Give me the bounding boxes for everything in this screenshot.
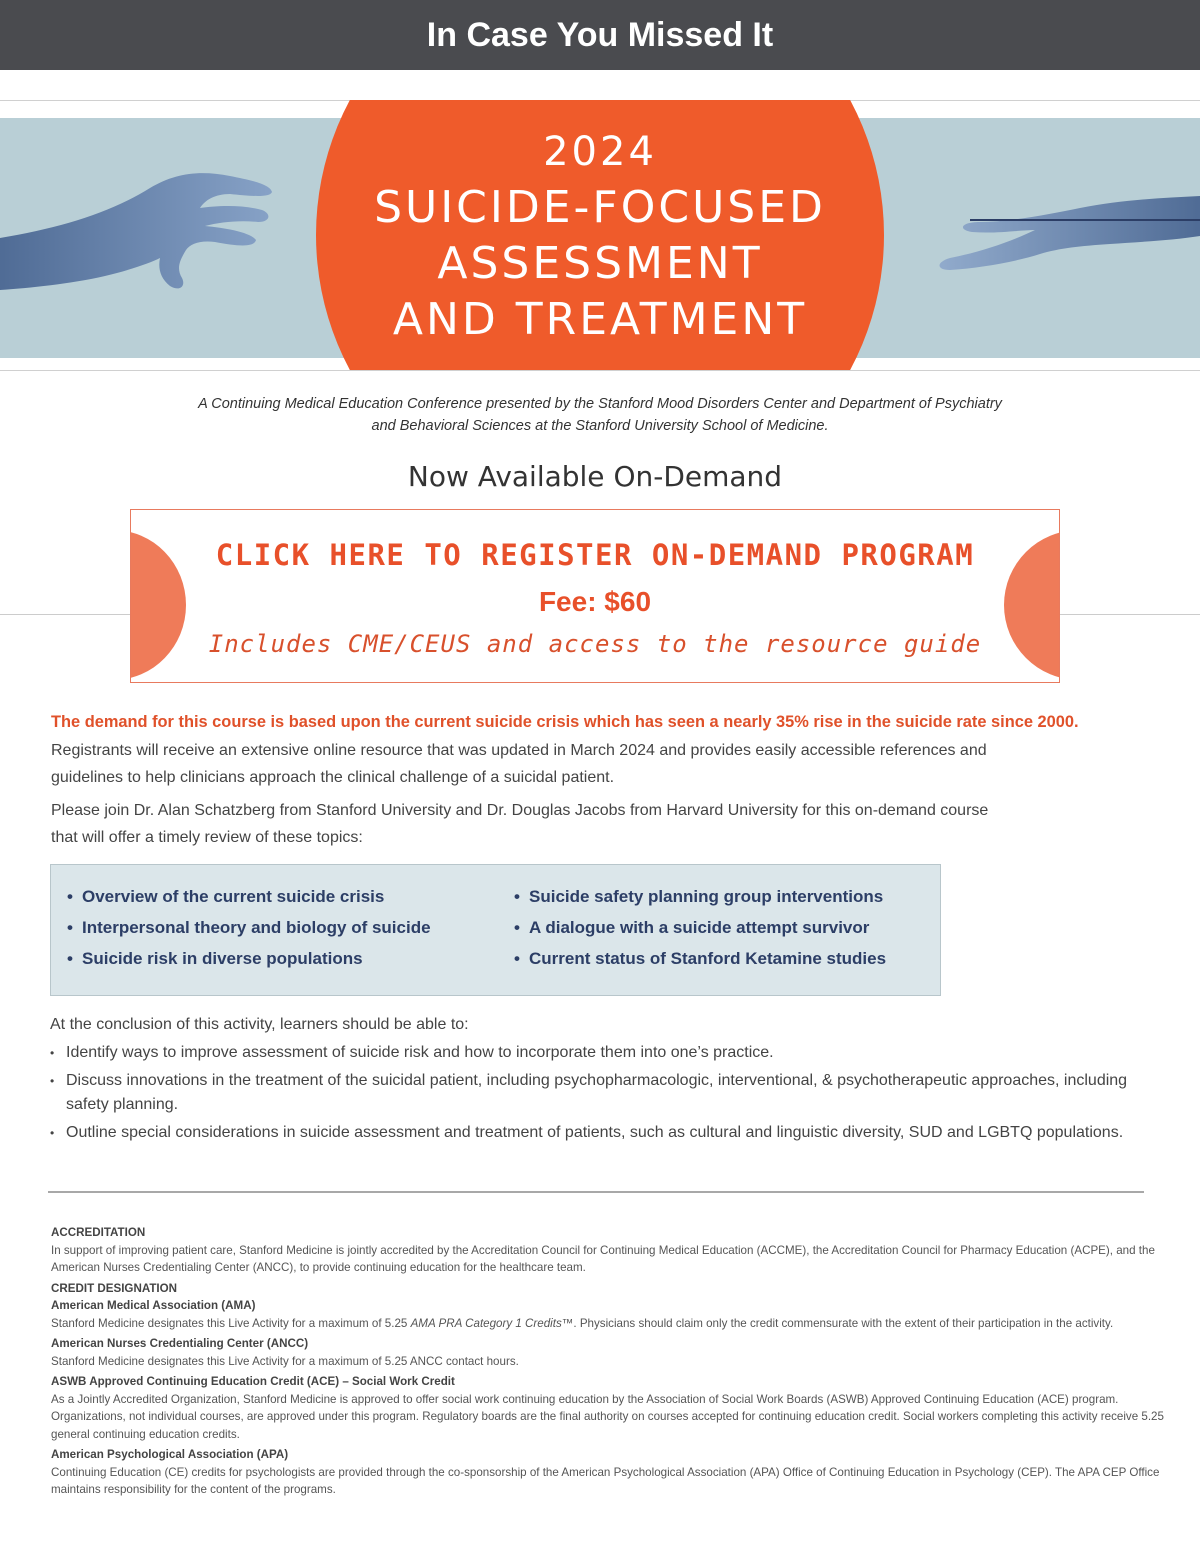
availability-heading: Now Available On-Demand [407,460,783,493]
conference-title [316,118,884,348]
header-title: In Case You Missed It [426,16,774,54]
intro-p1-line-1: Registrants will receive an extensive online resource that was updated in March 2024 and provides easily accessible references and [51,742,987,759]
objectives-lead: At the conclusion of this activity, learners should be able to: [50,1016,469,1033]
register-fee: Fee: $60 [538,586,652,617]
objective-item: • Identify ways to improve assessment of suicide risk and how to incorporate them into one’s practice. [50,1041,1150,1065]
intro-p2-line-1: Please join Dr. Alan Schatzberg from Stanford University and Dr. Douglas Jacobs from Harvard University for this on-demand course [51,802,989,819]
ama-text: Stanford Medicine designates this Live Activity for a maximum of 5.25 AMA PRA Category 1 Credits™. Physicians should claim only the credit commensurate with the extent of their participation in the activity. [51,1316,1114,1330]
objectives-list [50,1041,1150,1145]
accreditation-fine-print [51,1224,1166,1502]
subtitle-line-1: A Continuing Medical Education Conference presented by the Stanford Mood Disorders Center and Department of Psychiatry [198,396,1002,412]
left-hand-icon [0,118,300,358]
title-line-2: ASSESSMENT [437,238,763,289]
register-link[interactable]: CLICK HERE TO REGISTER ON-DEMAND PROGRAM [215,538,975,572]
accreditation-text: In support of improving patient care, Stanford Medicine is jointly accredited by the Accreditation Council for Continuing Medical Education (ACCME), the Accreditation Council for Pharmacy Education (ACPE), and the American Nurses Credentialing Center (ANCC), to provide continuing education for the healthcare team. [51,1243,1155,1274]
register-button[interactable] [130,509,1060,683]
aswb-text: As a Jointly Accredited Organization, Stanford Medicine is approved to offer social work continuing education by the Association of Social Work Boards (ASWB) Approved Continuing Education (ACE) program. Organizations, not individual courses, are approved under this program. Regulatory boards are the final authority on courses accepted for continuing education credit. Social workers completing this activity receive 5.25 general continuing education credits. [51,1392,1164,1441]
topic-item: • Overview of the current suicide crisis [67,881,431,912]
banner-divider [0,370,1200,371]
section-divider [48,1191,1144,1193]
right-hand-icon [900,118,1200,358]
conference-subtitle [100,393,1100,437]
objective-item: • Discuss innovations in the treatment of the suicidal patient, including psychopharmacologic, interventional, & psychotherapeutic approaches, including safety planning. [50,1069,1150,1117]
topics-left-list [67,881,431,974]
title-line-3: AND TREATMENT [392,294,808,345]
topic-item: • Current status of Stanford Ketamine studies [514,943,886,974]
topic-item: • Suicide safety planning group interventions [514,881,886,912]
apa-text: Continuing Education (CE) credits for psychologists are provided through the co-sponsorship of the American Psychological Association (APA) Office of Continuing Education in Psychology (CEP). The APA CEP Office maintains responsibility for the content of the programs. [51,1465,1160,1496]
crisis-statement: The demand for this course is based upon the current suicide crisis which has seen a nearly 35% rise in the suicide rate since 2000. [51,713,1079,731]
topics-right-list [514,881,886,974]
credit-designation-heading: CREDIT DESIGNATION [51,1281,178,1295]
header-bar [0,0,1200,70]
objective-item: • Outline special considerations in suicide assessment and treatment of patients, such as cultural and linguistic diversity, SUD and LGBTQ populations. [50,1121,1150,1145]
title-year: 2024 [543,129,657,175]
topic-item: • A dialogue with a suicide attempt survivor [514,912,886,943]
intro-paragraph-1 [51,737,1151,791]
ama-heading: American Medical Association (AMA) [51,1299,256,1312]
ancc-text: Stanford Medicine designates this Live Activity for a maximum of 5.25 ANCC contact hours. [51,1354,519,1368]
learning-objectives [50,1013,1150,1149]
aswb-heading: ASWB Approved Continuing Education Credit (ACE) – Social Work Credit [51,1375,455,1388]
ancc-heading: American Nurses Credentialing Center (ANCC) [51,1337,309,1350]
accreditation-heading: ACCREDITATION [51,1226,146,1239]
topics-box [50,864,941,996]
intro-p1-line-2: guidelines to help clinicians approach the clinical challenge of a suicidal patient. [51,769,615,786]
intro-p2-line-2: that will offer a timely review of these topics: [51,829,363,846]
topic-item: • Suicide risk in diverse populations [67,943,431,974]
topic-item: • Interpersonal theory and biology of suicide [67,912,431,943]
register-includes: Includes CME/CEUS and access to the resource guide [208,630,982,658]
subtitle-line-2: and Behavioral Sciences at the Stanford University School of Medicine. [371,418,829,434]
intro-paragraph-2 [51,797,1151,851]
apa-heading: American Psychological Association (APA) [51,1448,289,1461]
title-line-1: SUICIDE-FOCUSED [374,182,826,233]
